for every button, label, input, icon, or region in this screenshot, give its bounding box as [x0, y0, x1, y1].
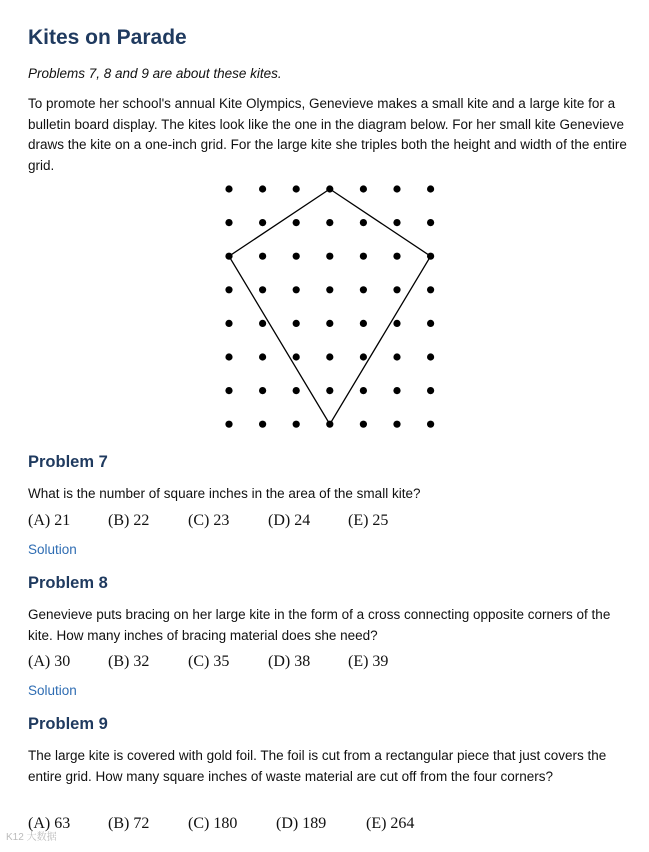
grid-dot — [360, 320, 367, 327]
grid-dot — [360, 387, 367, 394]
grid-dot — [427, 253, 434, 260]
problem-7-question: What is the number of square inches in the area of the small kite? — [28, 486, 421, 501]
grid-dot — [259, 185, 266, 192]
problem-8-question: Genevieve puts bracing on her large kite in the form of a cross connecting opposite corners of the kite. How many inches of bracing material does she need? — [28, 607, 611, 643]
watermark: K12 大数据 — [6, 832, 57, 843]
choice-b: (B) 22 — [108, 512, 150, 529]
grid-dot — [393, 320, 400, 327]
grid-dot — [225, 387, 232, 394]
grid-dot — [427, 320, 434, 327]
choice-a: (A) 30 — [28, 653, 71, 670]
kite-diagram — [215, 178, 445, 438]
problem-8-solution-link[interactable]: Solution — [28, 683, 77, 698]
choice-d: (D) 38 — [268, 653, 311, 670]
choice-e: (E) 25 — [348, 512, 389, 529]
choice-c: (C) 23 — [188, 512, 230, 529]
choice-b: (B) 32 — [108, 653, 150, 670]
grid-dot — [259, 219, 266, 226]
grid-dot — [360, 286, 367, 293]
grid-dot — [427, 353, 434, 360]
grid-dot — [293, 219, 300, 226]
choice-e: (E) 264 — [366, 815, 415, 832]
grid-dot — [393, 387, 400, 394]
choice-d: (D) 189 — [276, 815, 327, 832]
problem-description: To promote her school's annual Kite Olympics, Genevieve makes a small kite and a large kite for a bulletin board display. The kites look like the one in the diagram below. For her small kite Genevieve draws the kite on a one-inch grid. For the large kite she triples both the height and width of the entire grid. — [28, 96, 627, 173]
choice-a: (A) 21 — [28, 512, 71, 529]
grid-dot — [360, 353, 367, 360]
grid-dot — [393, 286, 400, 293]
problem-7-heading: Problem 7 — [28, 453, 108, 471]
grid-dot — [326, 320, 333, 327]
grid-dot — [326, 387, 333, 394]
grid-dot — [293, 253, 300, 260]
grid-dot — [326, 353, 333, 360]
grid-dot — [259, 320, 266, 327]
choice-c: (C) 180 — [188, 815, 238, 832]
grid-dot — [225, 286, 232, 293]
grid-dot — [225, 353, 232, 360]
grid-dot — [427, 185, 434, 192]
grid-dot — [393, 421, 400, 428]
grid-dot — [293, 286, 300, 293]
grid-dot — [427, 219, 434, 226]
choice-b: (B) 72 — [108, 815, 150, 832]
grid-dot — [259, 387, 266, 394]
grid-dot — [259, 286, 266, 293]
grid-dots — [225, 185, 434, 427]
problem-7-solution-link[interactable]: Solution — [28, 542, 77, 557]
grid-dot — [360, 185, 367, 192]
grid-dot — [360, 421, 367, 428]
grid-dot — [293, 387, 300, 394]
grid-dot — [393, 185, 400, 192]
page-title: Kites on Parade — [28, 26, 187, 49]
grid-dot — [225, 421, 232, 428]
grid-dot — [360, 253, 367, 260]
grid-dot — [293, 320, 300, 327]
grid-dot — [259, 353, 266, 360]
grid-dot — [427, 286, 434, 293]
choice-c: (C) 35 — [188, 653, 230, 670]
grid-dot — [326, 286, 333, 293]
grid-dot — [326, 185, 333, 192]
problem-9-question: The large kite is covered with gold foil. The foil is cut from a rectangular piece that just covers the entire grid. How many square inches of waste material are cut off from the four corners? — [28, 748, 607, 784]
choice-e: (E) 39 — [348, 653, 389, 670]
problem-9-heading: Problem 9 — [28, 715, 108, 733]
intro-text: Problems 7, 8 and 9 are about these kites. — [28, 66, 282, 81]
grid-dot — [326, 421, 333, 428]
grid-dot — [293, 185, 300, 192]
grid-dot — [259, 253, 266, 260]
grid-dot — [225, 320, 232, 327]
grid-dot — [259, 421, 266, 428]
grid-dot — [427, 387, 434, 394]
grid-dot — [393, 219, 400, 226]
grid-dot — [326, 219, 333, 226]
grid-dot — [427, 421, 434, 428]
grid-dot — [326, 253, 333, 260]
grid-dot — [360, 219, 367, 226]
grid-dot — [293, 353, 300, 360]
grid-dot — [225, 185, 232, 192]
grid-dot — [225, 219, 232, 226]
grid-dot — [393, 353, 400, 360]
grid-dot — [225, 253, 232, 260]
choice-a: (A) 63 — [28, 815, 71, 832]
grid-dot — [393, 253, 400, 260]
choice-d: (D) 24 — [268, 512, 311, 529]
grid-dot — [293, 421, 300, 428]
problem-8-heading: Problem 8 — [28, 574, 108, 592]
